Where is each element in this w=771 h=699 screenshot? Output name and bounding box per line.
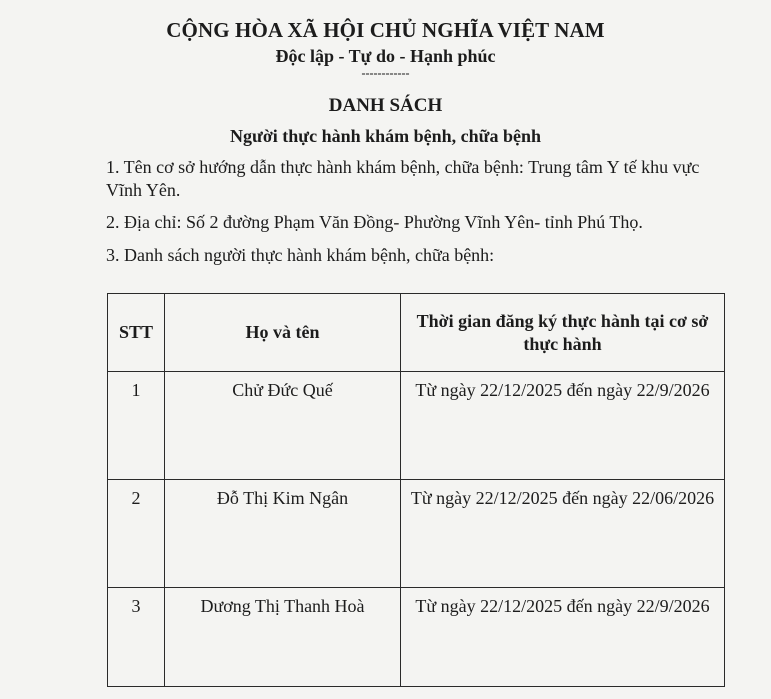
document-subtitle: Người thực hành khám bệnh, chữa bệnh <box>230 126 541 146</box>
table-header-row <box>108 294 725 372</box>
practitioner-table <box>107 293 725 687</box>
address-paragraph: 2. Địa chỉ: Số 2 đường Phạm Văn Đồng- Phường Vĩnh Yên- tỉnh Phú Thọ. <box>106 212 643 232</box>
cell-stt: 2 <box>108 480 165 588</box>
cell-stt: 1 <box>108 372 165 480</box>
cell-period: Từ ngày 22/12/2025 đến ngày 22/06/2026 <box>401 480 725 588</box>
facility-name-paragraph: 1. Tên cơ sở hướng dẫn thực hành khám bệnh, chữa bệnh: Trung tâm Y tế khu vực Vĩnh Yên. <box>106 157 700 200</box>
cell-name: Chử Đức Quế <box>165 372 401 480</box>
table-row <box>108 588 725 687</box>
cell-period: Từ ngày 22/12/2025 đến ngày 22/9/2026 <box>401 588 725 687</box>
cell-name: Dương Thị Thanh Hoà <box>165 588 401 687</box>
cell-name: Đỗ Thị Kim Ngân <box>165 480 401 588</box>
list-intro-paragraph: 3. Danh sách người thực hành khám bệnh, chữa bệnh: <box>106 245 495 265</box>
document-title: DANH SÁCH <box>328 95 443 116</box>
table-row <box>108 372 725 480</box>
cell-period: Từ ngày 22/12/2025 đến ngày 22/9/2026 <box>401 372 725 480</box>
national-name-heading: CỘNG HÒA XÃ HỘI CHỦ NGHĨA VIỆT NAM <box>166 18 605 42</box>
header-name: Họ và tên <box>165 294 401 372</box>
cell-stt: 3 <box>108 588 165 687</box>
header-period: Thời gian đăng ký thực hành tại cơ sở thực hành <box>401 294 725 372</box>
header-stt: STT <box>108 294 165 372</box>
table-row <box>108 480 725 588</box>
header-divider: ------------ <box>361 66 410 80</box>
national-motto: Độc lập - Tự do - Hạnh phúc <box>275 46 496 66</box>
